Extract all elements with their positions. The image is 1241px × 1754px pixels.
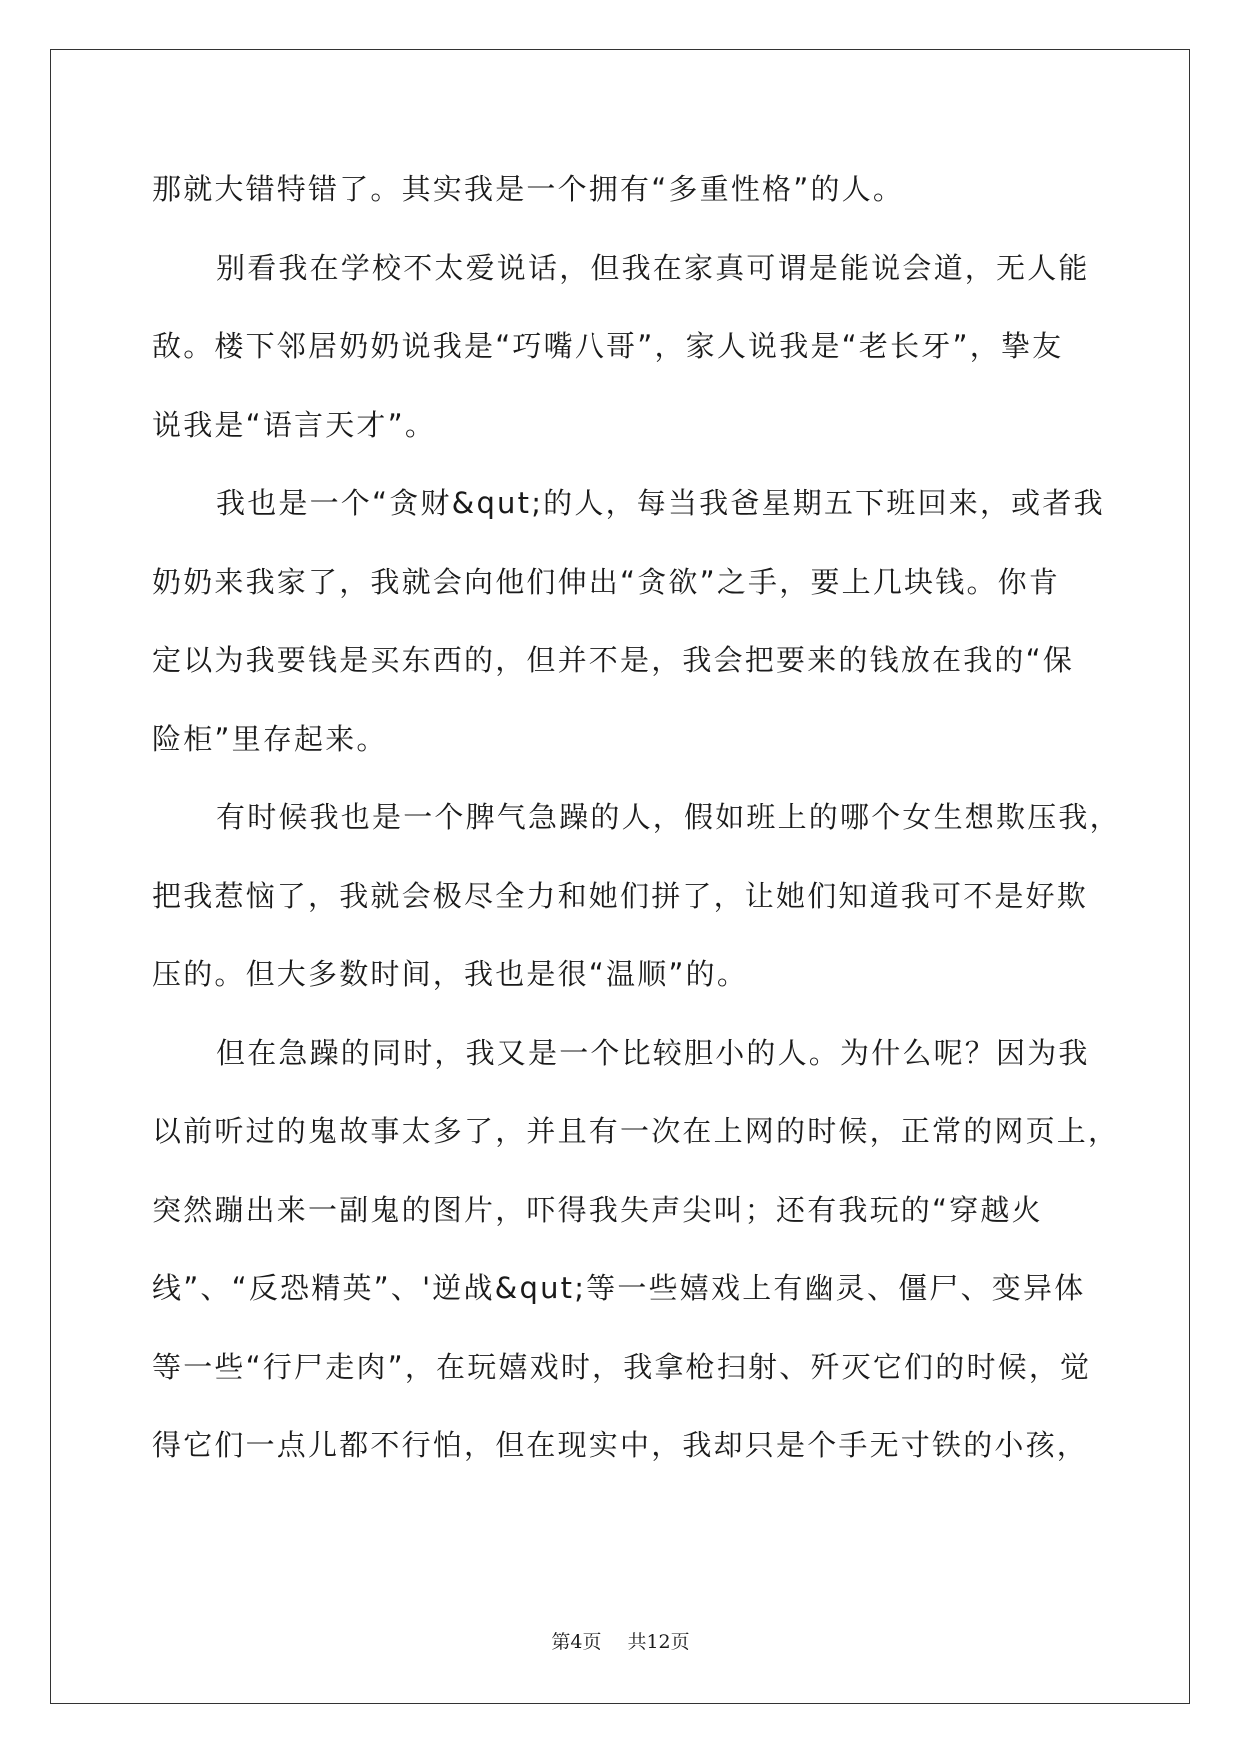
text-line-17: 得它们一点儿都不行怕，但在现实中，我却只是个手无寸铁的小孩，	[152, 1428, 1089, 1462]
document-body	[152, 150, 1121, 1485]
text-line-14: 突然蹦出来一副鬼的图片，吓得我失声尖叫；还有我玩的“穿越火	[152, 1192, 1043, 1227]
text-line-3: 敌。楼下邻居奶奶说我是“巧嘴八哥”，家人说我是“老长牙”，挚友	[152, 329, 1064, 363]
text-line-16: 等一些“行尸走肉”，在玩嬉戏时，我拿枪扫射、歼灭它们的时候，觉	[152, 1349, 1092, 1384]
text-line-13: 以前听过的鬼故事太多了，并且有一次在上网的时候，正常的网页上，	[152, 1114, 1120, 1148]
text-line-4: 说我是“语言天才”。	[152, 407, 437, 442]
text-line-11: 压的。但大多数时间，我也是很“温顺”的。	[152, 957, 749, 991]
text-line-15: 线”、“反恐精英”、'逆战&qut;等一些嬉戏上有幽灵、僵尸、变异体	[152, 1271, 1086, 1305]
text-line-6: 奶奶来我家了，我就会向他们伸出“贪欲”之手，要上几块钱。你肯	[152, 564, 1061, 599]
text-line-7: 定以为我要钱是买东西的，但并不是，我会把要来的钱放在我的“保	[152, 643, 1075, 677]
page-number: 第4页	[551, 1631, 602, 1653]
page-total: 共12页	[627, 1631, 690, 1653]
text-line-10: 把我惹恼了，我就会极尽全力和她们拼了，让她们知道我可不是好欺	[152, 878, 1089, 913]
text-line-12: 但在急躁的同时，我又是一个比较胆小的人。为什么呢？因为我	[216, 1035, 1090, 1070]
text-line-1: 那就大错特错了。其实我是一个拥有“多重性格”的人。	[152, 172, 905, 206]
text-line-5: 我也是一个“贪财&qut;的人，每当我爸星期五下班回来，或者我	[216, 486, 1105, 520]
text-line-8: 险柜”里存起来。	[152, 721, 388, 756]
text-line-9: 有时候我也是一个脾气急躁的人，假如班上的哪个女生想欺压我，	[216, 800, 1121, 834]
text-line-2: 别看我在学校不太爱说话，但我在家真可谓是能说会道，无人能	[216, 250, 1090, 285]
page-footer	[0, 1627, 1241, 1654]
